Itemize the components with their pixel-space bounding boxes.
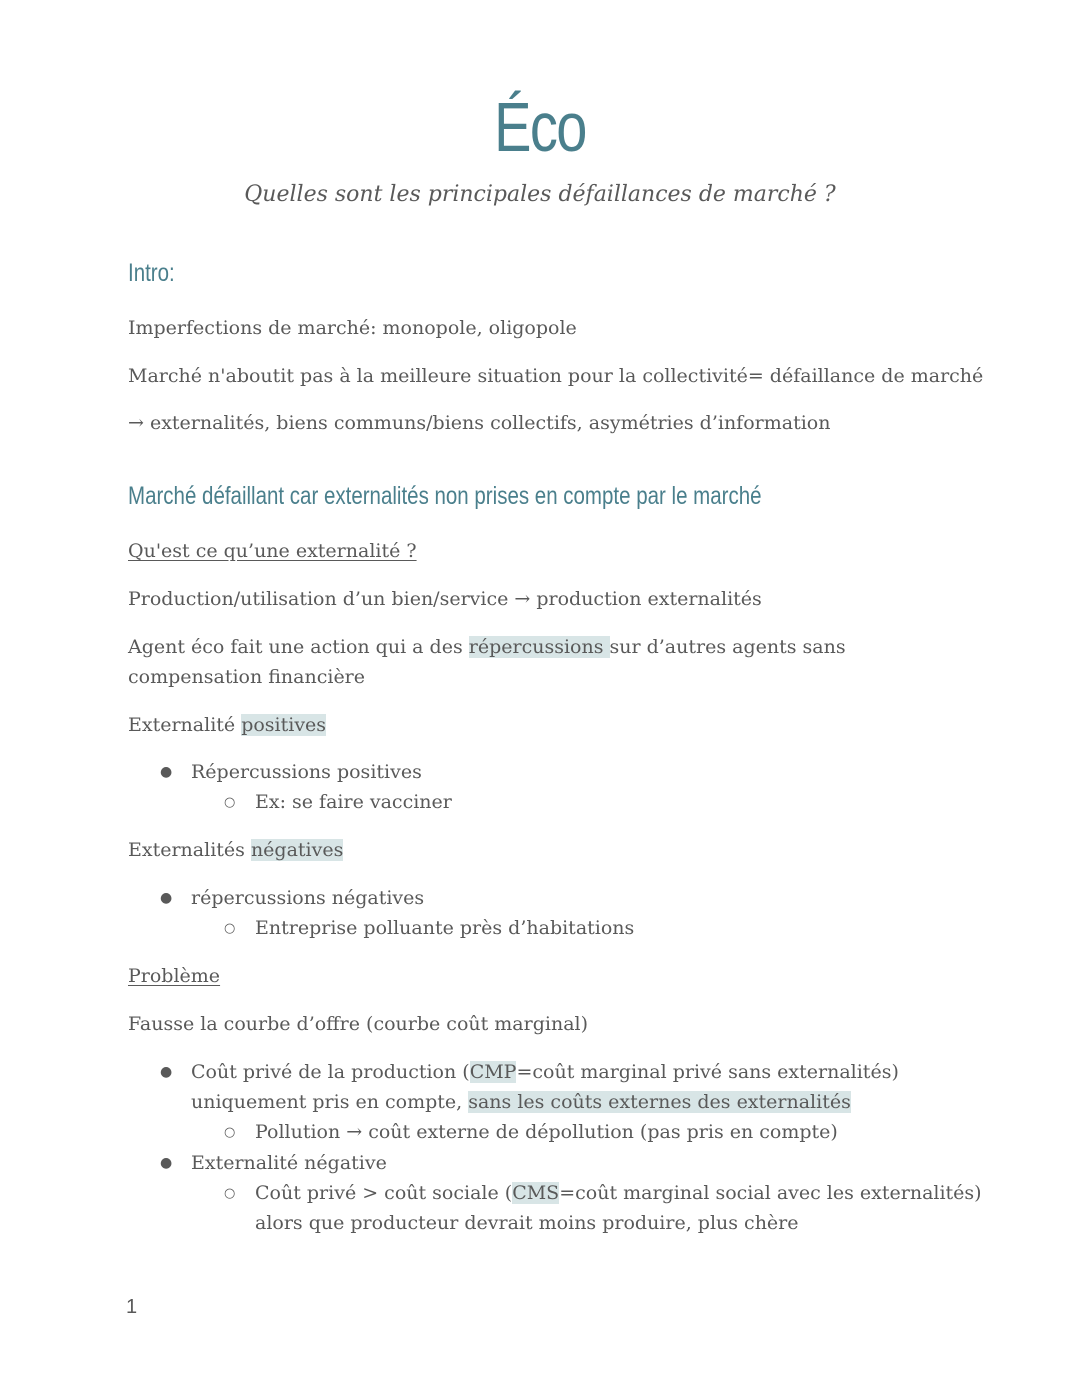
social-cost-text: Coût privé > coût sociale ( (255, 1182, 513, 1204)
private-cost-bullet-line-1 (191, 1057, 899, 1087)
highlight-cms: CMS (512, 1182, 560, 1204)
section-heading: Marché défaillant car externalités non prises en compte par le marché (128, 482, 762, 510)
social-cost-definition: =coût marginal social avec les externalités) (559, 1182, 982, 1204)
sub-bullet-circle-icon: ○ (224, 921, 236, 936)
bullet-dot-icon: ● (160, 1064, 173, 1080)
bullet-dot-icon: ● (160, 1155, 173, 1171)
highlight-external-costs: sans les coûts externes des externalités (468, 1091, 851, 1113)
positive-example: Ex: se faire vacciner (255, 791, 452, 813)
sub-bullet-circle-icon: ○ (224, 1125, 236, 1140)
private-cost-continuation: uniquement pris en compte, (191, 1091, 469, 1113)
definition-text-start: Agent éco fait une action qui a des (128, 636, 469, 658)
sub-bullet-circle-icon: ○ (224, 1186, 236, 1201)
highlight-positives: positives (241, 714, 327, 736)
production-paragraph: Production/utilisation d’un bien/service → production externalités (128, 588, 762, 610)
document-title: Éco (494, 88, 586, 166)
intro-paragraph-2: Marché n'aboutit pas à la meilleure situation pour la collectivité= défaillance de marché (128, 365, 984, 387)
social-cost-line-2: alors que producteur devrait moins produire, plus chère (255, 1212, 799, 1234)
pollution-example: Pollution → coût externe de dépollution (pas pris en compte) (255, 1121, 838, 1143)
bullet-dot-icon: ● (160, 764, 173, 780)
private-cost-text: Coût privé de la production ( (191, 1061, 470, 1083)
positive-externality-label (128, 710, 952, 740)
positive-label-text: Externalité (128, 714, 242, 736)
definition-paragraph (128, 632, 952, 692)
highlight-repercussions: répercussions (468, 636, 610, 658)
intro-heading: Intro: (128, 259, 175, 287)
positive-bullet: Répercussions positives (191, 761, 422, 783)
negative-bullet: répercussions négatives (191, 887, 425, 909)
negative-label-text: Externalités (128, 839, 251, 861)
intro-paragraph-1: Imperfections de marché: monopole, oligopole (128, 317, 577, 339)
definition-text-end: sur d’autres agents sans compensation financière (128, 636, 846, 688)
private-cost-bullet-line-2 (191, 1087, 851, 1117)
negative-example: Entreprise polluante près d’habitations (255, 917, 635, 939)
problem-paragraph: Fausse la courbe d’offre (courbe coût marginal) (128, 1013, 589, 1035)
problem-subtitle: Problème (128, 965, 221, 987)
intro-paragraph-3: → externalités, biens communs/biens collectifs, asymétries d’information (128, 412, 831, 434)
page-number: 1 (126, 1296, 138, 1318)
question-subtitle: Qu'est ce qu’une externalité ? (128, 540, 417, 562)
highlight-negatives: négatives (250, 839, 344, 861)
sub-bullet-circle-icon: ○ (224, 795, 236, 810)
social-cost-line-1 (255, 1178, 982, 1208)
document-subtitle: Quelles sont les principales défaillances de marché ? (244, 182, 836, 207)
bullet-dot-icon: ● (160, 890, 173, 906)
highlight-cmp: CMP (469, 1061, 517, 1083)
negative-externality-bullet: Externalité négative (191, 1152, 387, 1174)
private-cost-definition: =coût marginal privé sans externalités) (516, 1061, 899, 1083)
negative-externality-label (128, 835, 952, 865)
